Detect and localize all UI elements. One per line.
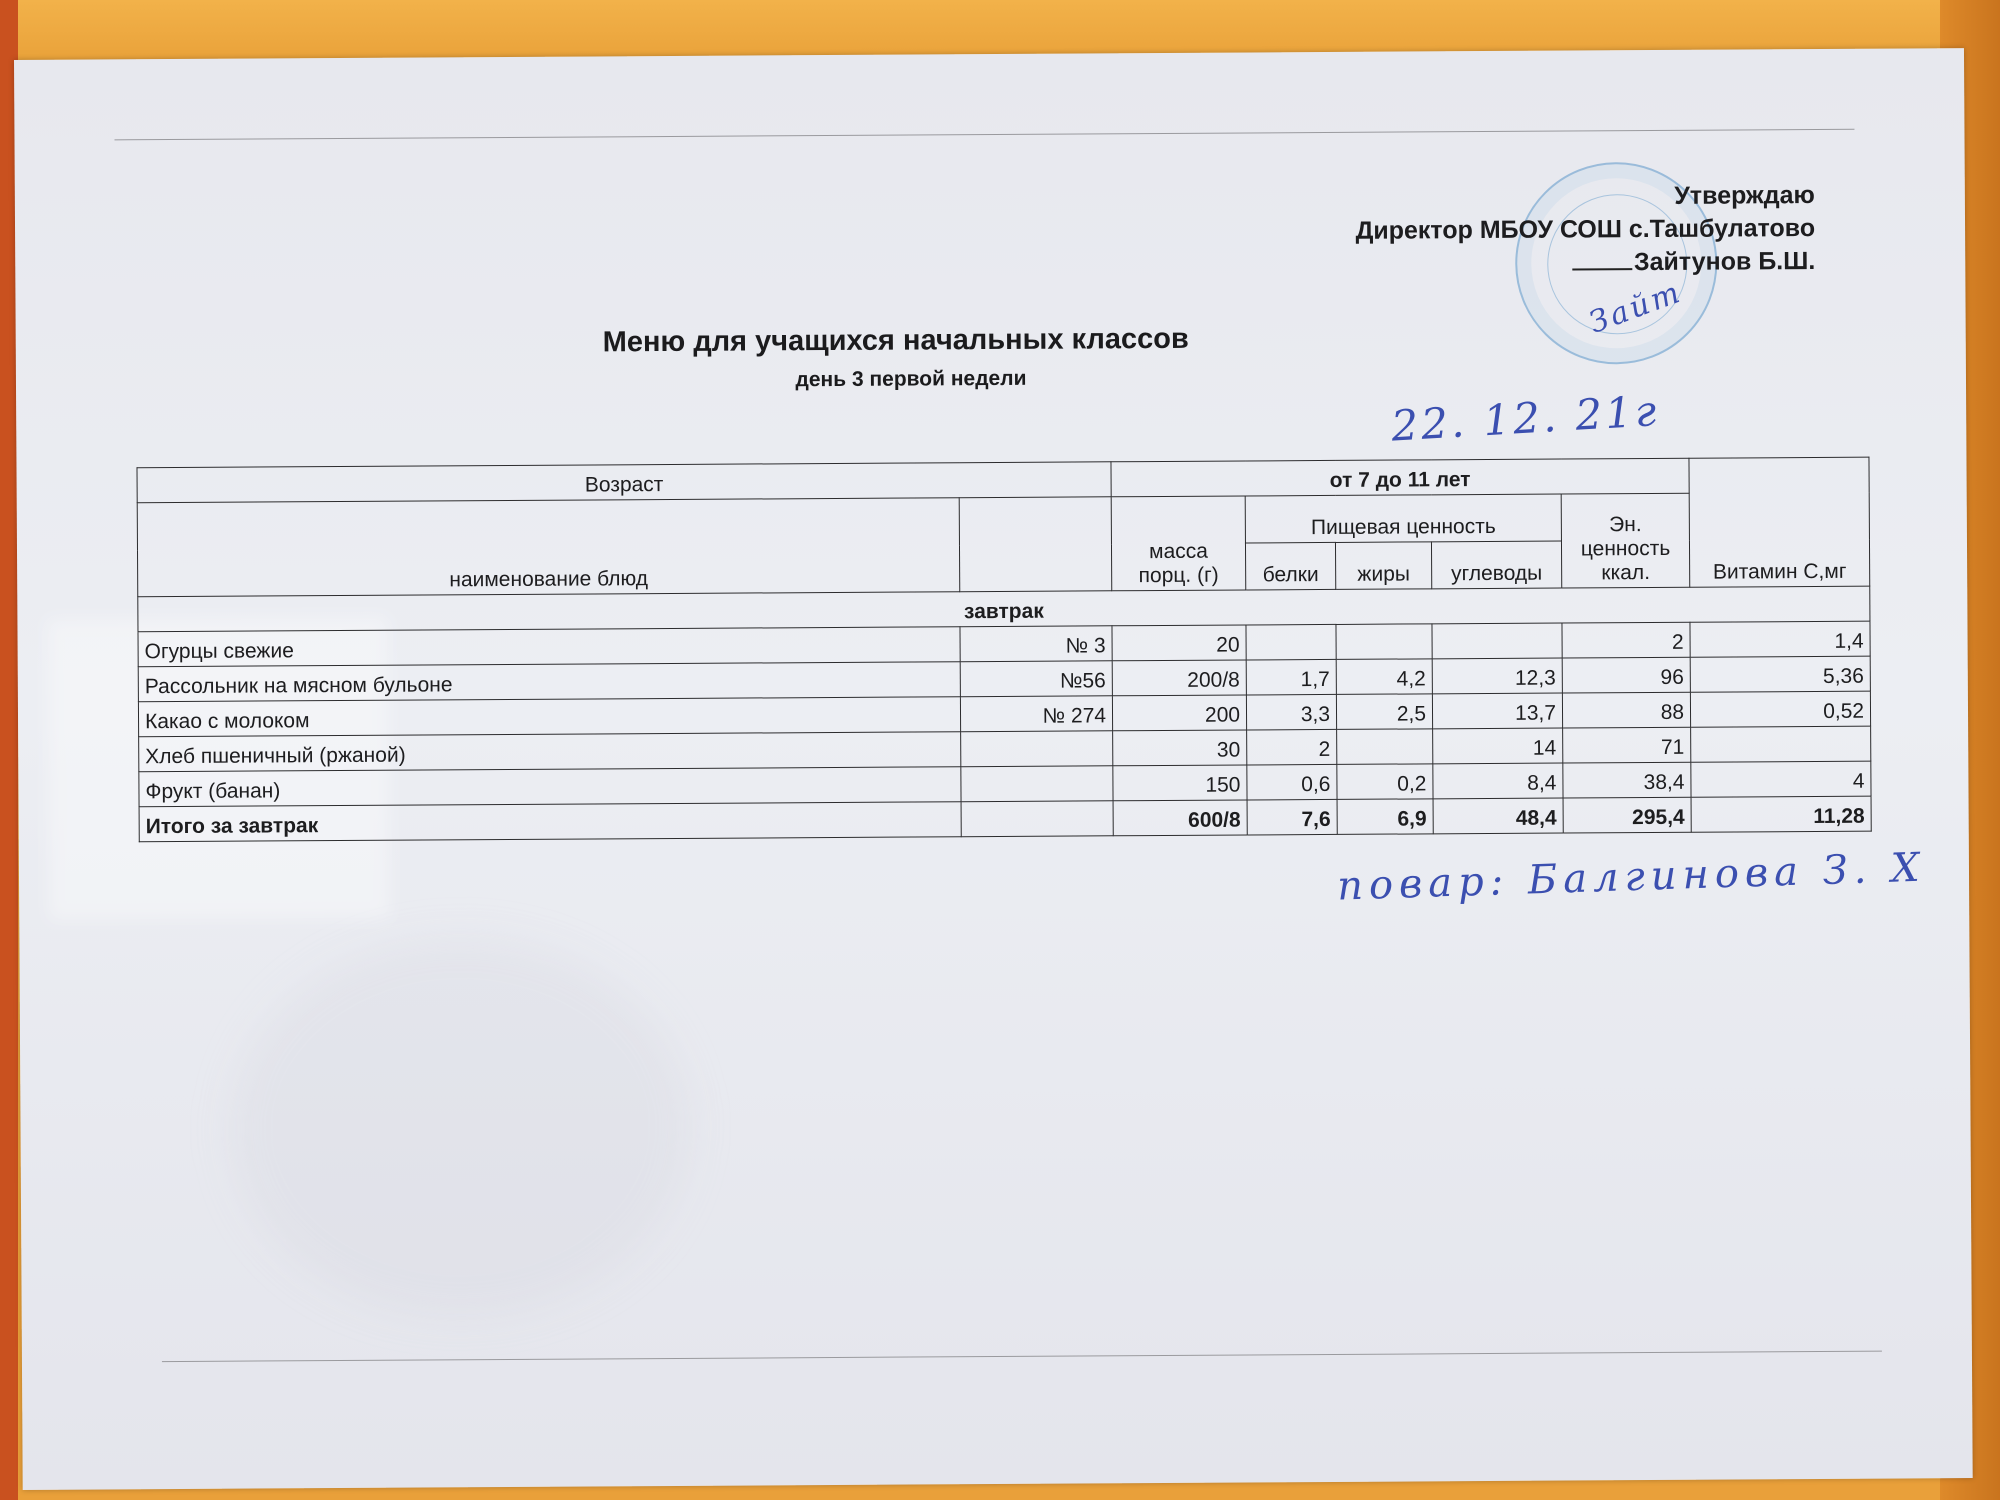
header-rule xyxy=(114,129,1854,141)
dish-name: Фрукт (банан) xyxy=(139,767,961,807)
fats-value: 4,2 xyxy=(1336,659,1432,695)
fats-value xyxy=(1337,729,1433,765)
handwritten-cook-signature: повар: Балгинова З. Х xyxy=(1336,844,1927,910)
approval-line-2: Директор МБОУ СОШ с.Ташбулатово xyxy=(1355,214,1816,245)
footer-rule xyxy=(162,1351,1882,1363)
signature-blank xyxy=(1572,268,1632,270)
director-name: Зайтунов Б.Ш. xyxy=(1633,247,1816,277)
header-recipe xyxy=(959,497,1112,592)
header-mass xyxy=(1111,496,1246,591)
director-signature: Зайт xyxy=(1584,274,1687,341)
header-carbs: углеводы xyxy=(1431,541,1561,589)
header-name: наименование блюд xyxy=(137,498,960,597)
page-title: Меню для учащихся начальных классов xyxy=(602,322,1189,359)
total-vitamin: 11,28 xyxy=(1691,796,1871,832)
recipe-number xyxy=(961,731,1113,767)
fats-value: 2,5 xyxy=(1336,694,1432,730)
energy-value: 2 xyxy=(1562,622,1690,658)
vitamin-value: 4 xyxy=(1691,761,1871,797)
proteins-value: 0,6 xyxy=(1247,764,1337,800)
carbs-value xyxy=(1432,623,1562,659)
carbs-value: 12,3 xyxy=(1432,658,1562,694)
dish-name: Хлеб пшеничный (ржаной) xyxy=(139,732,961,772)
recipe-number xyxy=(961,766,1113,802)
mass-value: 150 xyxy=(1113,765,1247,801)
age-value: от 7 до 11 лет xyxy=(1111,458,1689,497)
energy-value: 71 xyxy=(1563,727,1691,763)
header-energy-line1: Эн. xyxy=(1609,513,1642,537)
approval-line-1: Утверждаю xyxy=(1674,181,1815,210)
approval-line-3 xyxy=(1356,245,1816,281)
handwritten-date: 22. 12. 21г xyxy=(1390,385,1661,451)
energy-value: 38,4 xyxy=(1563,762,1691,798)
mass-value: 20 xyxy=(1112,625,1246,661)
dish-name: Рассольник на мясном бульоне xyxy=(138,662,960,702)
header-energy-line3: ккал. xyxy=(1601,561,1651,585)
proteins-value: 3,3 xyxy=(1246,694,1336,730)
vitamin-value xyxy=(1691,726,1871,762)
header-mass-line1: масса xyxy=(1149,539,1208,564)
total-mass: 600/8 xyxy=(1113,800,1247,836)
proteins-value: 1,7 xyxy=(1246,659,1336,695)
header-fats: жиры xyxy=(1335,542,1431,590)
total-carbs: 48,4 xyxy=(1433,798,1563,834)
recipe-number: № 3 xyxy=(960,626,1112,662)
dish-name: Какао с молоком xyxy=(138,697,960,737)
total-energy: 295,4 xyxy=(1563,797,1691,833)
shadow-reflection xyxy=(229,936,691,1319)
header-energy-line2: ценность xyxy=(1580,536,1671,561)
carbs-value: 8,4 xyxy=(1433,763,1563,799)
age-label: Возраст xyxy=(137,462,1111,503)
header-mass-line2: порц. (г) xyxy=(1138,563,1219,588)
mass-value: 200/8 xyxy=(1112,660,1246,696)
header-vitamin: Витамин С,мг xyxy=(1689,457,1870,587)
mass-value: 200 xyxy=(1112,695,1246,731)
header-proteins: белки xyxy=(1245,542,1335,590)
proteins-value xyxy=(1246,624,1336,660)
header-energy xyxy=(1561,493,1690,588)
dish-name: Огурцы свежие xyxy=(138,627,960,667)
total-fats: 6,9 xyxy=(1337,799,1433,835)
page-subtitle: день 3 первой недели xyxy=(795,366,1027,392)
menu-sheet xyxy=(14,48,1973,1490)
vitamin-value: 1,4 xyxy=(1690,621,1870,657)
vitamin-value: 5,36 xyxy=(1690,656,1870,692)
total-proteins: 7,6 xyxy=(1247,799,1337,835)
proteins-value: 2 xyxy=(1247,729,1337,765)
energy-value: 88 xyxy=(1562,692,1690,728)
total-label: Итого за завтрак xyxy=(139,802,961,842)
mass-value: 30 xyxy=(1113,730,1247,766)
recipe-number: № 274 xyxy=(960,696,1112,732)
total-recipe xyxy=(961,801,1113,837)
vitamin-value: 0,52 xyxy=(1690,691,1870,727)
fats-value xyxy=(1336,624,1432,660)
fats-value: 0,2 xyxy=(1337,764,1433,800)
menu-table xyxy=(136,457,1871,843)
section-breakfast: завтрак xyxy=(138,586,1870,632)
carbs-value: 13,7 xyxy=(1432,693,1562,729)
header-row-1 xyxy=(137,492,1869,550)
energy-value: 96 xyxy=(1562,657,1690,693)
carbs-value: 14 xyxy=(1433,728,1563,764)
approval-block xyxy=(1355,179,1815,281)
recipe-number: №56 xyxy=(960,661,1112,697)
header-nutrition: Пищевая ценность xyxy=(1245,494,1561,543)
